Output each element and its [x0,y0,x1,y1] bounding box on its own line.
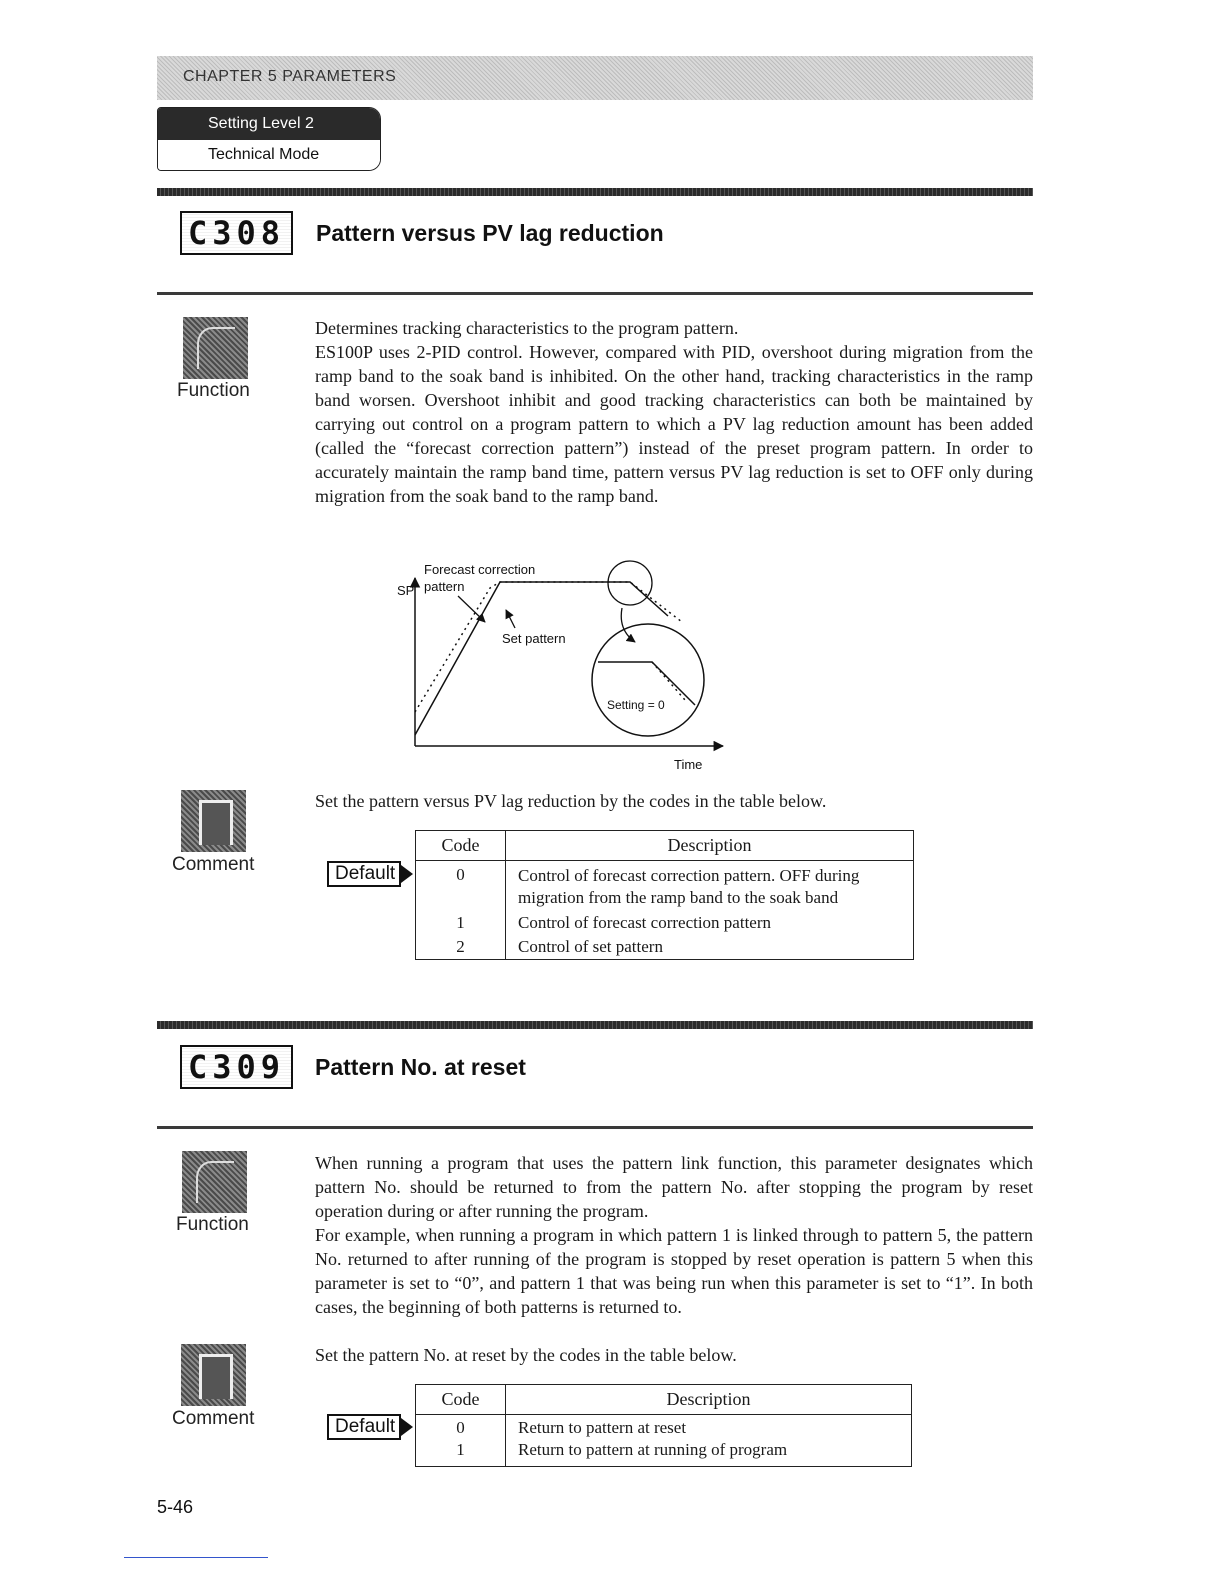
table-row [416,1438,912,1467]
table-row [416,1415,912,1439]
parameter-code-c309: C309 [180,1045,293,1089]
paragraph: Set the pattern No. at reset by the codes in the table below. [315,1345,737,1365]
function-icon [182,1151,247,1213]
paragraph: When running a program that uses the pattern link function, this parameter designates which pattern No. should be returned to from the pattern No. after stopping the program by reset operation during or after running the program. [315,1153,1033,1221]
section-rule [157,1126,1033,1129]
section-rule [157,292,1033,295]
function-label: Function [177,380,250,401]
description-cell: Control of set pattern [506,933,914,960]
section-divider [157,188,1033,196]
default-marker: Default [327,861,401,887]
code-table-c309 [415,1384,912,1467]
comment-text-c308 [315,789,1033,813]
default-marker: Default [327,1414,401,1440]
footer-line [124,1557,268,1558]
paragraph: ES100P uses 2-PID control. However, compared with PID, overshoot during migration from the ramp band to the soak band is inhibited. On the other hand, tracking characteristics in the ramp band worsen. Overshoot inhibit and good tracking characteristics can both be maintained by carrying out control on a program pattern to which a PV lag reduction amount has been added (called the “forecast correction pattern”) instead of the preset program pattern. In order to accurately maintain the ramp band time, pattern versus PV lag reduction is set to OFF only during migration from the soak band to the ramp band. [315,342,1033,506]
sp-axis-label: SP [397,583,415,598]
table-header-description: Description [506,831,914,861]
comment-label: Comment [172,1408,255,1429]
set-pattern-label: Set pattern [502,631,566,646]
setting-level-mode: Technical Mode [158,140,380,170]
code-table-c308 [415,830,914,960]
set-pattern-label-arrow [506,610,515,628]
table-row [416,933,914,960]
code-cell: 2 [416,933,506,960]
function-icon [183,317,248,379]
table-row [416,861,914,910]
table-header-description: Description [506,1385,912,1415]
function-description-c308 [315,316,1033,508]
table-row [416,909,914,933]
forecast-label-line1: Forecast correction [424,562,536,577]
code-cell: 1 [416,909,506,933]
description-cell: Return to pattern at running of program [506,1438,912,1467]
setting-zero-label: Setting = 0 [607,698,665,712]
description-cell: Control of forecast correction pattern [506,909,914,933]
table-header-code: Code [416,1385,506,1415]
comment-text-c309 [315,1343,1033,1367]
forecast-label-line2: pattern [424,579,465,594]
setting-level-title: Setting Level 2 [158,108,380,140]
section-divider [157,1021,1033,1029]
table-header-code: Code [416,831,506,861]
code-cell: 0 [416,1415,506,1439]
comment-icon [181,790,246,852]
section-title-c308: Pattern versus PV lag reduction [316,220,664,246]
setting-level-box [157,107,381,171]
time-axis-label: Time [674,757,703,772]
paragraph: For example, when running a program in which pattern 1 is linked through to pattern 5, the pattern No. returned to after running of the program is stopped by reset operation is pattern 5 when this parameter is set to “0”, and pattern 1 that was being run when this parameter is set to “1”. In both cases, the beginning of both patterns is returned to. [315,1225,1033,1317]
code-cell: 1 [416,1438,506,1467]
comment-label: Comment [172,854,255,875]
magnified-circle [592,624,704,736]
paragraph: Set the pattern versus PV lag reduction by the codes in the table below. [315,791,827,811]
description-cell: Return to pattern at reset [506,1415,912,1439]
section-title-c309: Pattern No. at reset [315,1054,526,1080]
chapter-header-bar [157,56,1033,100]
function-label: Function [176,1214,249,1235]
description-cell: Control of forecast correction pattern. OFF during migration from the ramp band to the soak band [506,861,914,910]
paragraph: Determines tracking characteristics to the program pattern. [315,318,739,338]
page-number: 5-46 [157,1497,194,1517]
function-description-c309 [315,1151,1033,1319]
magnified-forecast-line [652,662,685,700]
chapter-title: CHAPTER 5 PARAMETERS [183,68,397,85]
detail-arrow [621,608,635,642]
code-cell: 0 [416,861,506,910]
pv-lag-diagram [390,550,735,780]
comment-icon [181,1344,246,1406]
parameter-code-c308: C308 [180,211,293,255]
